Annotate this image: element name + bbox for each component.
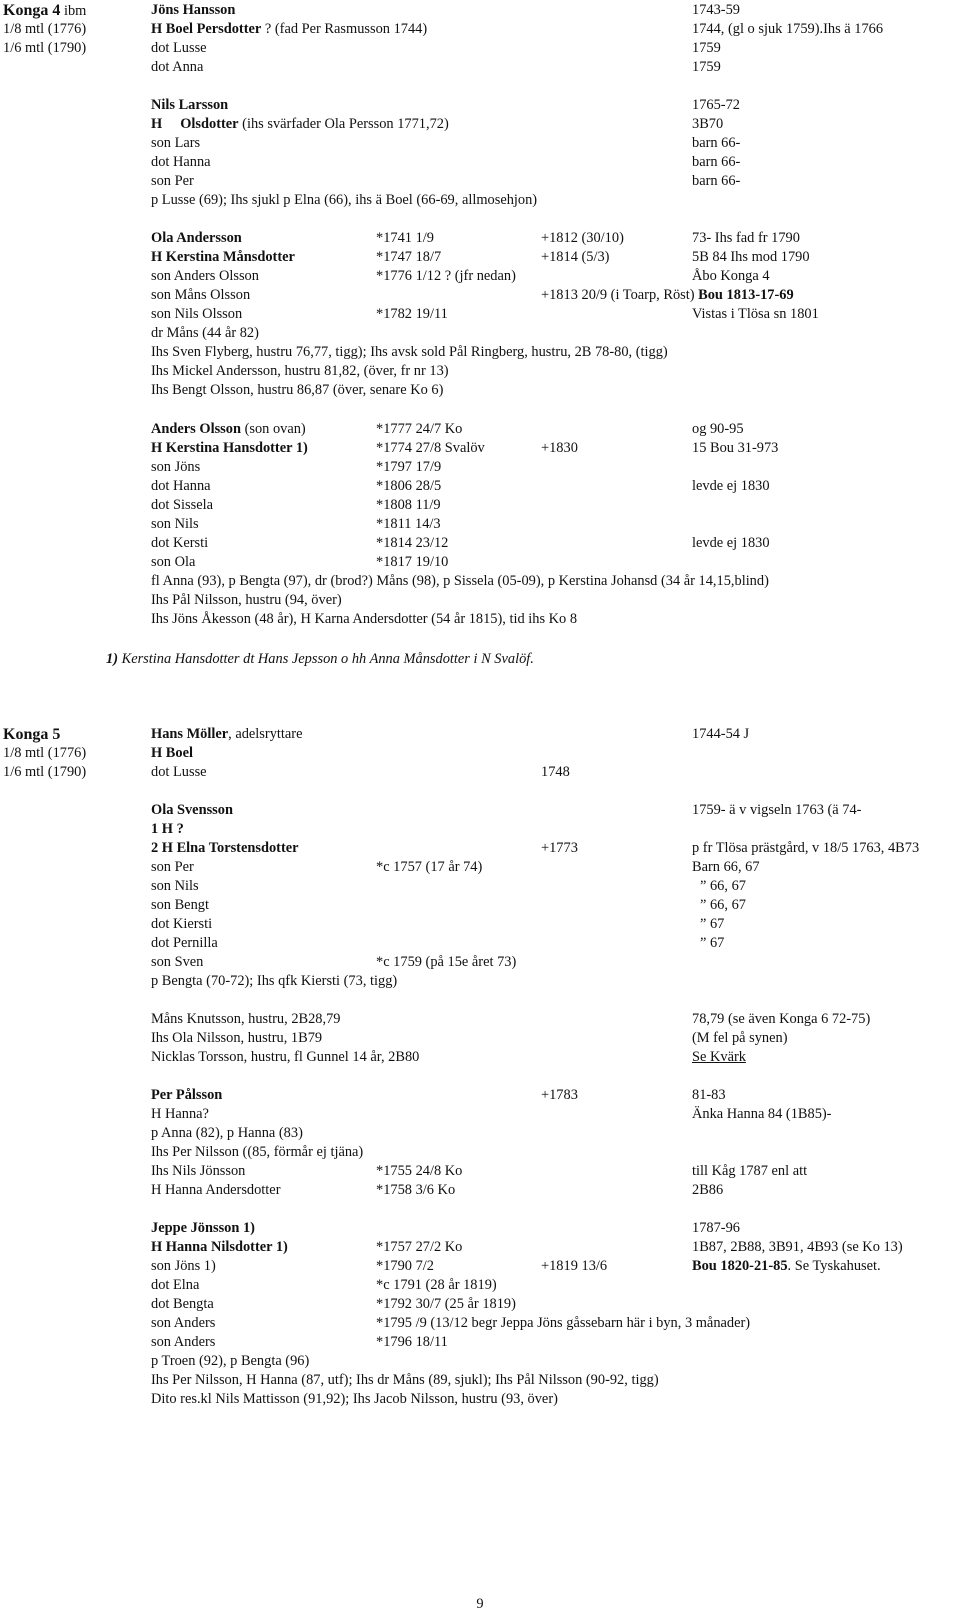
k5-header-line-3 <box>0 763 960 782</box>
birth-date: *1817 19/10 <box>376 554 449 570</box>
per-line-2 <box>0 1105 960 1124</box>
child-name: son Bengt <box>151 897 209 913</box>
wife-name: H Kerstina Månsdotter <box>151 249 295 265</box>
household-note: fl Anna (93), p Bengta (97), dr (brod?) Måns (98), p Sissela (05-09), p Kerstina Johansd (34 år 14,15,blind) <box>151 573 769 589</box>
ola-svensson-line-8 <box>0 934 960 953</box>
owner-note: 73- Ihs fad fr 1790 <box>692 230 800 246</box>
birth-date: *1806 28/5 <box>376 478 442 494</box>
child-year: 1759 <box>692 40 721 56</box>
death-date: +1812 (30/10) <box>541 230 624 246</box>
wife-note: p fr Tlösa prästgård, v 18/5 1763, 4B73 <box>692 840 920 856</box>
farm-note: ibm <box>60 3 87 19</box>
owner-years: 1765-72 <box>692 97 740 113</box>
child-name: dot Lusse <box>151 764 207 780</box>
mantal-1776: 1/8 mtl (1776) <box>3 745 87 761</box>
child-name: son Per <box>151 173 194 189</box>
jeppe-line-9 <box>0 1371 960 1390</box>
wife-name: H Hanna Nilsdotter 1) <box>151 1239 288 1255</box>
jeppe-line-10 <box>0 1390 960 1409</box>
jeppe-line-5 <box>0 1295 960 1314</box>
household-note: Ihs Per Nilsson ((85, förmår ej tjäna) <box>151 1144 364 1160</box>
farm-name: Konga 5 <box>3 726 61 743</box>
lodger-name: Ihs Nils Jönsson <box>151 1163 246 1179</box>
ola-svensson-line-7 <box>0 915 960 934</box>
anders-line-7 <box>0 534 960 553</box>
birth-date: *1747 18/7 <box>376 249 442 265</box>
death-date: +1783 <box>541 1087 578 1103</box>
page-number: 9 <box>476 1596 484 1612</box>
household-note: p Anna (82), p Hanna (83) <box>151 1125 303 1141</box>
farm-label <box>3 1 86 21</box>
child-name: dot Bengta <box>151 1296 214 1312</box>
jeppe-line-7 <box>0 1333 960 1352</box>
nils-line-2 <box>0 115 960 134</box>
child-name: dot Kersti <box>151 535 209 551</box>
birth-date: *1757 27/2 Ko <box>376 1239 463 1255</box>
child-name: son Ola <box>151 554 196 570</box>
child-year: 1748 <box>541 764 570 780</box>
child-name: son Jöns 1) <box>151 1258 216 1274</box>
child-note: ” 66, 67 <box>700 897 746 913</box>
household-note: p Bengta (70-72); Ihs qfk Kiersti (73, tigg) <box>151 973 398 989</box>
household-note: p Troen (92), p Bengta (96) <box>151 1353 310 1369</box>
birth-date: *1741 1/9 <box>376 230 434 246</box>
per-line-6 <box>0 1181 960 1200</box>
lodger-note: Ihs Ola Nilsson, hustru, 1B79 <box>151 1030 323 1046</box>
child-note: barn 66- <box>692 173 741 189</box>
footnote-body: Kerstina Hansdotter dt Hans Jepsson o hh Anna Månsdotter i N Svalöf. <box>118 651 534 667</box>
death-entry <box>541 286 794 305</box>
ola-line-8 <box>0 362 960 381</box>
household-note: p Lusse (69); Ihs sjukl p Elna (66), ihs ä Boel (66-69, allmosehjon) <box>151 192 538 208</box>
death-date: +1819 13/6 <box>541 1258 608 1274</box>
ola-line-3 <box>0 267 960 286</box>
nils-line-4 <box>0 153 960 172</box>
owner-years: og 90-95 <box>692 421 744 437</box>
wife-note: (ihs svärfader Ola Persson 1771,72) <box>238 116 449 132</box>
child-name: son Anders Olsson <box>151 268 259 284</box>
ola-line-5 <box>0 305 960 324</box>
death-date: +1814 (5/3) <box>541 249 610 265</box>
cross-reference: Se Kvärk <box>692 1049 746 1065</box>
owner-note: (son ovan) <box>240 421 306 437</box>
lodger-note: 2B86 <box>692 1182 724 1198</box>
footnote-text <box>106 650 534 669</box>
death-date: +1773 <box>541 840 578 856</box>
birth-date: *1808 11/9 <box>376 497 441 513</box>
owner-entry <box>151 725 302 744</box>
lodger-note: Nicklas Torsson, hustru, fl Gunnel 14 år, 2B80 <box>151 1049 420 1065</box>
per-line-4 <box>0 1143 960 1162</box>
child-name: dot Hanna <box>151 478 211 494</box>
owner-name: Anders Olsson <box>151 421 241 437</box>
anders-line-6 <box>0 515 960 534</box>
wife-years: 1744, (gl o sjuk 1759).Ihs ä 1766 <box>692 21 884 37</box>
ola-svensson-line-5 <box>0 877 960 896</box>
lodger-name: H Hanna Andersdotter <box>151 1182 281 1198</box>
mans-line-2 <box>0 1029 960 1048</box>
death-date: +1813 20/9 (i Toarp, Röst) <box>541 287 699 303</box>
birth-date: *1755 24/8 Ko <box>376 1163 463 1179</box>
birth-date: *1776 1/12 ? (jfr nedan) <box>376 268 516 284</box>
ola-svensson-line-10 <box>0 972 960 991</box>
per-line-3 <box>0 1124 960 1143</box>
k5-header-line-2 <box>0 744 960 763</box>
child-note: barn 66- <box>692 154 741 170</box>
lodger-note: till Kåg 1787 enl att <box>692 1163 808 1179</box>
child-name: dot Lusse <box>151 40 207 56</box>
child-name: son Nils <box>151 878 199 894</box>
ola-line-7 <box>0 343 960 362</box>
owner-name: Nils Larsson <box>151 97 229 113</box>
wife-name: 1 H ? <box>151 821 184 837</box>
birth-date: *1758 3/6 Ko <box>376 1182 456 1198</box>
owner-years: 1759- ä v vigseln 1763 (ä 74- <box>692 802 862 818</box>
wife-note: 15 Bou 31-973 <box>692 440 779 456</box>
household-note: Ihs Pål Nilsson, hustru (94, över) <box>151 592 342 608</box>
farm-name: Konga 4 <box>3 2 61 19</box>
birth-date: *1796 18/11 <box>376 1334 448 1350</box>
birth-date: *1774 27/8 Svalöv <box>376 440 485 456</box>
mantal-1790: 1/6 mtl (1790) <box>3 764 87 780</box>
k4-header-line-3 <box>0 39 960 58</box>
k4-header-line-4 <box>0 58 960 77</box>
mantal-1790: 1/6 mtl (1790) <box>3 40 87 56</box>
child-name: son Sven <box>151 954 204 970</box>
mans-line-1 <box>0 1010 960 1029</box>
birth-date: *c 1757 (17 år 74) <box>376 859 483 875</box>
wife-name: 2 H Elna Torstensdotter <box>151 840 299 856</box>
wife-name: H Hanna? <box>151 1106 209 1122</box>
wife-name: H Boel <box>151 745 193 761</box>
per-line-1 <box>0 1086 960 1105</box>
birth-date: *1790 7/2 <box>376 1258 434 1274</box>
nils-line-1 <box>0 96 960 115</box>
wife-name: Olsdotter <box>180 116 239 132</box>
footnote-marker: 1) <box>106 651 118 667</box>
anders-line-5 <box>0 496 960 515</box>
child-name: dot Sissela <box>151 497 213 513</box>
owner-name: Hans Möller <box>151 726 229 742</box>
anders-line-2 <box>0 439 960 458</box>
child-note: Barn 66, 67 <box>692 859 760 875</box>
household-note: Ihs Sven Flyberg, hustru 76,77, tigg); Ihs avsk sold Pål Ringberg, hustru, 2B 78-80, (tigg) <box>151 344 668 360</box>
jeppe-line-2 <box>0 1238 960 1257</box>
birth-date: *1814 23/12 <box>376 535 449 551</box>
wife-note: 1B87, 2B88, 3B91, 4B93 (se Ko 13) <box>692 1239 903 1255</box>
child-name: son Måns Olsson <box>151 287 251 303</box>
owner-name: Jeppe Jönsson 1) <box>151 1220 255 1236</box>
ola-svensson-line-1 <box>0 801 960 820</box>
household-note: Ihs Bengt Olsson, hustru 86,87 (över, senare Ko 6) <box>151 382 444 398</box>
wife-note: Änka Hanna 84 (1B85)- <box>692 1106 832 1122</box>
ola-svensson-line-2 <box>0 820 960 839</box>
ola-svensson-line-3 <box>0 839 960 858</box>
nils-line-3 <box>0 134 960 153</box>
child-name: dot Pernilla <box>151 935 218 951</box>
child-name: dot Kiersti <box>151 916 213 932</box>
owner-years: 1744-54 J <box>692 726 750 742</box>
wife-ref: 3B70 <box>692 116 724 132</box>
ola-svensson-line-9 <box>0 953 960 972</box>
wife-entry <box>151 115 449 134</box>
child-name: son Nils Olsson <box>151 306 243 322</box>
anders-line-3 <box>0 458 960 477</box>
ola-line-4 <box>0 286 960 305</box>
wife-note: ? (fad Per Rasmusson 1744) <box>261 21 428 37</box>
child-name: son Nils <box>151 516 199 532</box>
child-note: levde ej 1830 <box>692 478 770 494</box>
k4-header-line-1 <box>0 1 960 20</box>
birth-date: *1795 /9 (13/12 begr Jeppa Jöns gåssebarn här i byn, 3 månader) <box>376 1315 751 1331</box>
jeppe-line-8 <box>0 1352 960 1371</box>
birth-date: *c 1791 (28 år 1819) <box>376 1277 497 1293</box>
owner-years: 1743-59 <box>692 2 740 18</box>
lodger-remark: (M fel på synen) <box>692 1030 788 1046</box>
anders-line-8 <box>0 553 960 572</box>
wife-entry <box>151 20 427 39</box>
birth-date: *1777 24/7 Ko <box>376 421 463 437</box>
anders-line-1 <box>0 420 960 439</box>
child-name: son Lars <box>151 135 201 151</box>
owner-title: , adelsryttare <box>228 726 303 742</box>
wife-prefix: H <box>151 116 163 132</box>
household-note: Ihs Per Nilsson, H Hanna (87, utf); Ihs dr Måns (89, sjukl); Ihs Pål Nilsson (90-92, tigg) <box>151 1372 659 1388</box>
ola-svensson-line-6 <box>0 896 960 915</box>
wife-name: H Kerstina Hansdotter 1) <box>151 440 308 456</box>
household-note: Dito res.kl Nils Mattisson (91,92); Ihs Jacob Nilsson, hustru (93, över) <box>151 1391 558 1407</box>
child-note: barn 66- <box>692 135 741 151</box>
nils-line-5 <box>0 172 960 191</box>
birth-date: *1811 14/3 <box>376 516 441 532</box>
household-note: Ihs Mickel Andersson, hustru 81,82, (över, fr nr 13) <box>151 363 449 379</box>
bou-ref: Bou 1820-21-85 <box>692 1258 788 1274</box>
child-name: son Per <box>151 859 194 875</box>
mantal-1776: 1/8 mtl (1776) <box>3 21 87 37</box>
child-year: 1759 <box>692 59 721 75</box>
mans-line-3 <box>0 1048 960 1067</box>
footnote <box>0 650 960 669</box>
child-note: ” 67 <box>700 935 725 951</box>
child-note <box>692 1257 881 1276</box>
owner-name: Ola Andersson <box>151 230 242 246</box>
child-name: dot Anna <box>151 59 204 75</box>
ola-svensson-line-4 <box>0 858 960 877</box>
lodger-years: 78,79 (se även Konga 6 72-75) <box>692 1011 871 1027</box>
bou-ref: Bou 1813-17-69 <box>698 287 794 303</box>
death-date: +1830 <box>541 440 578 456</box>
child-name: dot Elna <box>151 1277 200 1293</box>
ola-line-2 <box>0 248 960 267</box>
child-note: levde ej 1830 <box>692 535 770 551</box>
child-note: ” 67 <box>700 916 725 932</box>
anders-line-9 <box>0 572 960 591</box>
k4-header-line-2 <box>0 20 960 39</box>
ola-line-1 <box>0 229 960 248</box>
anders-line-11 <box>0 610 960 629</box>
jeppe-line-4 <box>0 1276 960 1295</box>
owner-years: 81-83 <box>692 1087 726 1103</box>
lodger-note: Måns Knutsson, hustru, 2B28,79 <box>151 1011 341 1027</box>
child-name: son Anders <box>151 1315 216 1331</box>
birth-date: *1797 17/9 <box>376 459 442 475</box>
household-note: dr Måns (44 år 82) <box>151 325 259 341</box>
child-name: son Jöns <box>151 459 201 475</box>
jeppe-line-1 <box>0 1219 960 1238</box>
birth-date: *1792 30/7 (25 år 1819) <box>376 1296 516 1312</box>
owner-years: 1787-96 <box>692 1220 740 1236</box>
household-note: Ihs Jöns Åkesson (48 år), H Karna Andersdotter (54 år 1815), tid ihs Ko 8 <box>151 611 578 627</box>
anders-line-10 <box>0 591 960 610</box>
jeppe-line-6 <box>0 1314 960 1333</box>
nils-line-6 <box>0 191 960 210</box>
child-name: dot Hanna <box>151 154 211 170</box>
ola-line-9 <box>0 381 960 400</box>
owner-name: Per Pålsson <box>151 1087 223 1103</box>
child-note: Vistas i Tlösa sn 1801 <box>692 306 819 322</box>
wife-name: H Boel Persdotter <box>151 21 262 37</box>
per-line-5 <box>0 1162 960 1181</box>
owner-name: Ola Svensson <box>151 802 233 818</box>
birth-date: *1782 19/11 <box>376 306 448 322</box>
birth-date: *c 1759 (på 15e året 73) <box>376 954 517 970</box>
wife-note: 5B 84 Ihs mod 1790 <box>692 249 810 265</box>
child-note: ” 66, 67 <box>700 878 746 894</box>
ola-line-6 <box>0 324 960 343</box>
owner-entry <box>151 420 306 439</box>
child-note: Åbo Konga 4 <box>692 268 770 284</box>
owner-name: Jöns Hansson <box>151 2 236 18</box>
k5-header-line-1 <box>0 725 960 744</box>
anders-line-4 <box>0 477 960 496</box>
jeppe-line-3 <box>0 1257 960 1276</box>
cross-reference: . Se Tyskahuset. <box>787 1258 881 1274</box>
child-name: son Anders <box>151 1334 216 1350</box>
